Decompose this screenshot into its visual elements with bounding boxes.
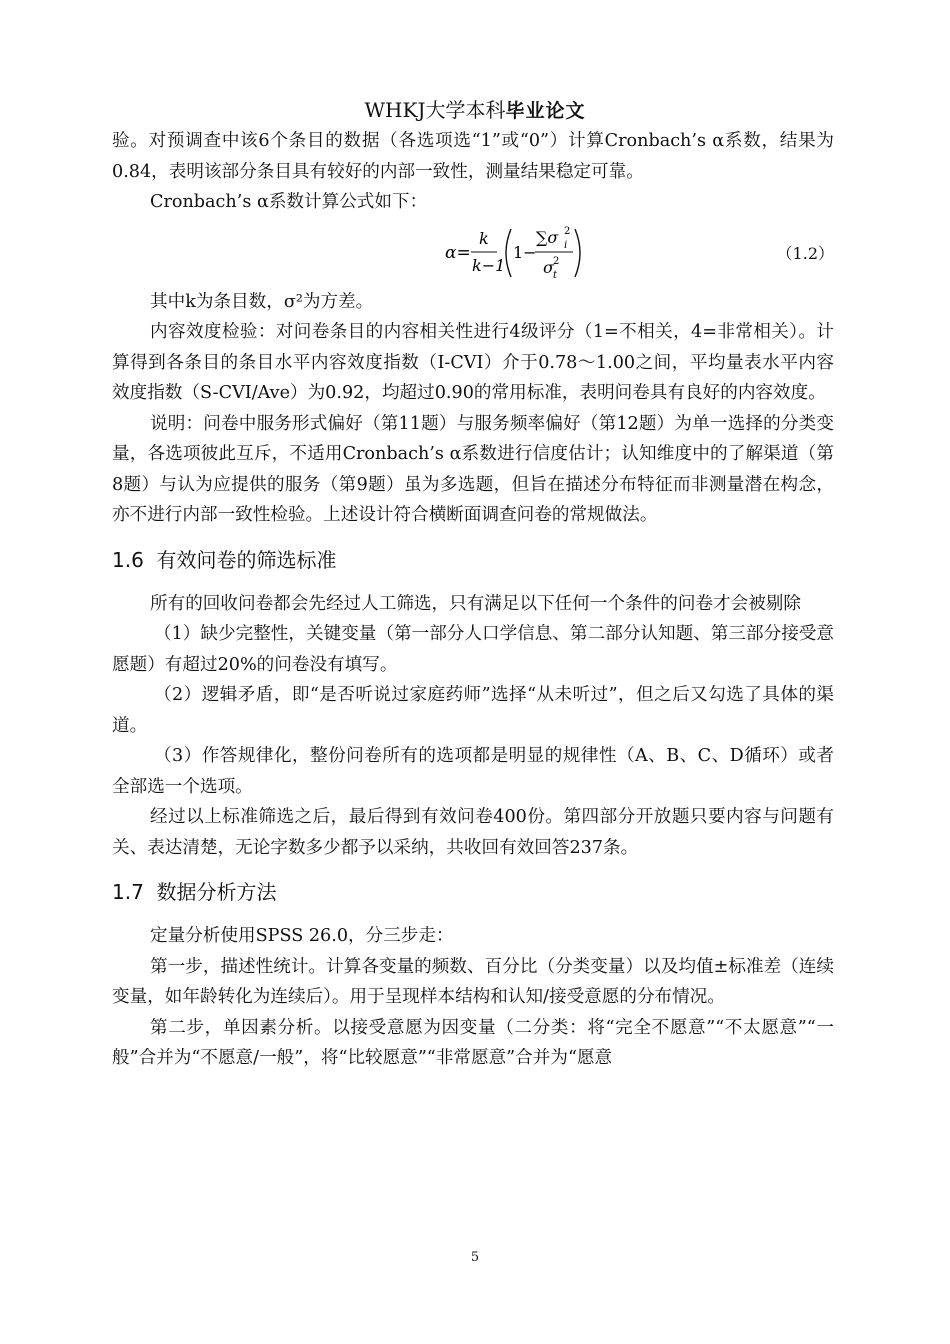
formula-sup-2-top: 2 [564,225,571,237]
formula-sub-t: t [553,269,558,281]
formula-one-minus: 1− [513,242,537,262]
formula-row [112,221,834,285]
formula-sigma-t: σ [543,257,554,277]
formula-left-paren [506,229,511,277]
formula-sub-i: i [564,239,568,251]
screening-criterion-3: （3）作答规律化，整份问卷所有的选项都是明显的规律性（A、B、C、D循环）或者全部选一个选项。 [112,746,834,797]
formula-k-minus-1: k−1 [472,255,506,275]
formula-lhs: α= [445,242,471,263]
paragraph-formula-legend: 其中k为条目数，σ²为方差。 [150,291,374,312]
page-body [112,126,834,1074]
section-title: 有效问卷的筛选标准 [156,547,337,572]
section-number: 1.6 [112,547,144,572]
screening-criterion-2: （2）逻辑矛盾，即“是否听说过家庭药师”选择“从未听过”，但之后又勾选了具体的渠道。 [112,685,834,736]
paragraph-note: 说明：问卷中服务形式偏好（第11题）与服务频率偏好（第12题）为单一选择的分类变量，各选项彼此互斥，不适用Cronbach’s α系数进行信度估计；认知维度中的了解渠道（第8题）与认为应提供的服务（第9题）虽为多选题，但旨在描述分布特征而非测量潜在构念，亦不进行内部一致性检验。上述设计符合横断面调查问卷的常规做法。 [112,413,834,525]
paragraph-step-2: 第二步，单因素分析。以接受意愿为因变量（二分类：将“完全不愿意”“不太愿意”“一般”合并为“不愿意/一般”，将“比较愿意”“非常愿意”合并为“愿意 [112,1017,834,1068]
formula-k: k [479,228,489,248]
section-number: 1.7 [112,880,144,904]
equation-number: （1.2） [776,243,834,263]
section-heading-1-7 [112,875,834,909]
paragraph-content-validity: 内容效度检验：对问卷条目的内容相关性进行4级评分（1=不相关，4=非常相关）。计算得到各条目的条目水平内容效度指数（I-CVI）介于0.78～1.00之间，平均量表水平内容效度指数（S-CVI/Ave）为0.92，均超过0.90的常用标准，表明问卷具有良好的内容效度。 [112,322,834,403]
cronbach-alpha-formula [445,223,615,283]
header-thesis-label: 毕业论文 [505,100,586,122]
formula-sum-sigma-i: ∑σ [536,227,559,247]
page-header [0,94,950,123]
paragraph-reliability-result: 验。对预调查中该6个条目的数据（各选项选“1”或“0”）计算Cronbach’s α系数，结果为0.84，表明该部分条目具有较好的内部一致性，测量结果稳定可靠。 [112,131,834,182]
paragraph-formula-intro: Cronbach’s α系数计算公式如下： [150,192,428,212]
screening-criterion-1: （1）缺少完整性，关键变量（第一部分人口学信息、第二部分认知题、第三部分接受意愿题）有超过20%的问卷没有填写。 [112,624,834,675]
paragraph-screening-intro: 所有的回收问卷都会先经过人工筛选，只有满足以下任何一个条件的问卷才会被剔除 [150,593,801,614]
paragraph-screening-result: 经过以上标准筛选之后，最后得到有效问卷400份。第四部分开放题只要内容与问题有关、表达清楚，无论字数多少都予以采纳，共收回有效回答237条。 [112,807,834,858]
section-heading-1-6 [112,543,834,577]
formula-right-paren [575,229,580,277]
formula-sup-2-bottom: 2 [553,255,560,267]
paragraph-analysis-software: 定量分析使用SPSS 26.0，分三步走： [150,926,454,946]
header-university: WHKJ大学本科 [364,98,506,122]
section-title: 数据分析方法 [156,880,277,904]
paragraph-step-1: 第一步，描述性统计。计算各变量的频数、百分比（分类变量）以及均值±标准差（连续变量，如年龄转化为连续后）。用于呈现样本结构和认知/接受意愿的分布情况。 [112,956,834,1007]
page-number: 5 [470,1250,480,1265]
